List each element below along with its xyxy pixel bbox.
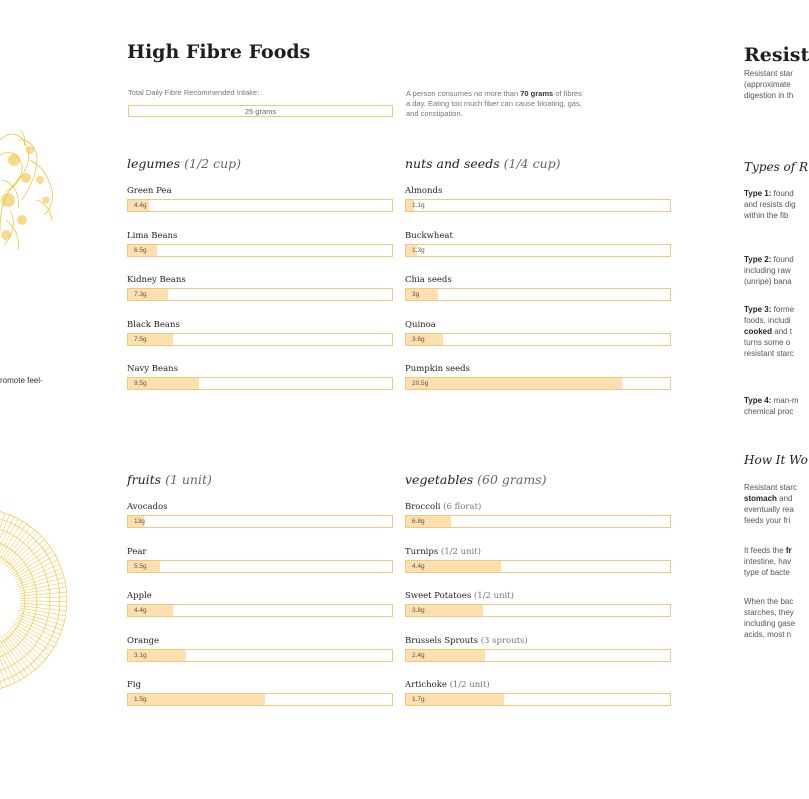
types-heading: Types of R — [744, 160, 809, 174]
item-name: Navy Beans — [127, 364, 178, 374]
item-label — [127, 547, 393, 559]
right-title: Resist — [744, 44, 809, 66]
item-unit: (1/2 unit) — [440, 546, 482, 557]
how-heading: How It Wo — [744, 453, 808, 467]
fibre-bar — [405, 377, 671, 390]
text-line: including raw — [744, 266, 791, 275]
text-line — [744, 545, 792, 556]
fibre-bar-fill — [128, 694, 265, 705]
text-bold: fr — [785, 546, 792, 555]
fibre-bar — [127, 604, 393, 617]
item-label — [405, 680, 671, 692]
item-name: Almonds — [405, 186, 443, 196]
type-4-label: Type 4: — [744, 396, 772, 405]
fibre-item — [405, 547, 671, 573]
fibre-bar — [405, 515, 671, 528]
how-text-1 — [744, 482, 797, 526]
fibre-bar — [405, 244, 671, 257]
sunburst-ray — [15, 560, 57, 581]
type-3-label: Type 3: — [744, 305, 772, 314]
fibre-bar — [127, 377, 393, 390]
fibre-bar — [405, 560, 671, 573]
item-name: Apple — [127, 591, 152, 601]
fibre-value: 5.5g — [134, 562, 147, 570]
section-title-nuts — [405, 156, 561, 171]
text-span: It feeds the — [744, 546, 786, 555]
text-span: and — [776, 494, 793, 503]
item-label — [405, 502, 671, 514]
section-unit: (1/2 cup) — [184, 156, 242, 171]
fibre-item — [127, 275, 393, 301]
left-text-fragment: romote feel- — [0, 376, 43, 385]
text-span: forme — [771, 305, 795, 314]
sunburst-ray — [19, 582, 65, 591]
type-2-text — [744, 254, 794, 287]
section-name: legumes — [127, 156, 181, 171]
sunburst-ray — [17, 569, 61, 585]
fibre-note — [406, 89, 586, 119]
item-label — [405, 636, 671, 648]
fibre-value: 3.8g — [412, 607, 425, 614]
sunburst-ray — [14, 623, 54, 647]
text-line: intestine, hav — [744, 557, 792, 566]
item-label — [127, 636, 393, 648]
item-label — [127, 364, 393, 376]
item-label — [127, 320, 393, 332]
type-3-text — [744, 304, 794, 359]
intake-value-box: 25 grams — [128, 105, 393, 117]
text-line: Resistant star — [744, 69, 793, 78]
fibre-item — [127, 591, 393, 617]
item-label — [127, 502, 393, 514]
item-unit: (3 sprouts) — [480, 635, 528, 646]
text-line: including gase — [744, 619, 796, 628]
fibre-bar — [405, 288, 671, 301]
fibre-value: 1.5g — [134, 696, 147, 703]
type-2-label: Type 2: — [744, 255, 772, 264]
fibre-item — [405, 680, 671, 706]
type-1-label: Type 1: — [744, 189, 772, 198]
note-part-1: A person consumes no more than — [406, 89, 521, 98]
text-line — [744, 254, 794, 265]
fibre-value: 6.8g — [412, 518, 425, 525]
item-name: Quinoa — [405, 319, 436, 330]
fibre-value: 7.3g — [134, 291, 147, 298]
fibre-item — [405, 591, 671, 617]
item-label — [127, 275, 393, 287]
item-name: Lima Beans — [127, 230, 178, 241]
item-name: Fig — [127, 680, 142, 690]
fibre-value: 3.6g — [412, 335, 425, 343]
text-line: resistant starc — [744, 349, 794, 358]
note-part-3: of fibres a day. Eating too much fiber can cause bloating, gas, and constipation. — [406, 89, 582, 118]
fibre-item — [405, 502, 671, 528]
fibre-value: 20.5g — [412, 380, 429, 387]
fibre-bar-fill — [406, 289, 438, 300]
item-name: Kidney Beans — [127, 275, 186, 285]
text-line: chemical proc — [744, 407, 794, 416]
fibre-item — [405, 320, 671, 346]
fibre-bar — [405, 693, 671, 706]
text-line — [744, 395, 799, 406]
fibre-value: 7.5g — [134, 335, 147, 343]
item-name: Artichoke — [405, 680, 447, 690]
item-label — [405, 320, 671, 332]
text-line — [744, 326, 794, 337]
text-span: found — [771, 189, 794, 198]
text-line: acids, most n — [744, 630, 792, 639]
fibre-item — [405, 636, 671, 662]
page-title: High Fibre Foods — [127, 41, 311, 63]
text-line — [744, 493, 797, 504]
text-line: turns some o — [744, 338, 791, 347]
sunburst-ray — [0, 513, 5, 557]
intake-label: Total Daily Fibre Recommended Intake: — [128, 88, 260, 97]
plant-illustration — [0, 120, 60, 260]
fibre-value: 1.3g — [412, 246, 425, 254]
section-unit: (1/4 cup) — [503, 156, 561, 171]
item-label — [405, 275, 671, 287]
fibre-bar — [127, 244, 393, 257]
fibre-item — [127, 547, 393, 573]
fibre-item — [127, 636, 393, 662]
type-1-text — [744, 188, 796, 221]
item-label — [127, 591, 393, 603]
fibre-item — [405, 364, 671, 390]
fibre-item — [127, 320, 393, 346]
fibre-bar — [127, 288, 393, 301]
fibre-bar — [405, 604, 671, 617]
sunburst-ray — [13, 551, 53, 576]
section-unit: (1 unit) — [165, 472, 212, 487]
item-name: Broccoli — [405, 502, 441, 512]
text-line: digestion in th — [744, 91, 794, 100]
text-line: eventually rea — [744, 505, 794, 514]
fibre-bar — [127, 693, 393, 706]
fibre-item — [405, 275, 671, 301]
fibre-item — [127, 186, 393, 212]
text-span: and t — [772, 327, 793, 336]
item-name: Green Pea — [127, 186, 172, 196]
text-line — [744, 304, 794, 315]
how-text-2 — [744, 545, 792, 578]
item-label — [405, 186, 671, 198]
text-span: man-m — [771, 396, 799, 405]
item-name: Avocados — [127, 502, 168, 512]
text-line: Resistant starc — [744, 483, 797, 492]
text-line: When the bac — [744, 597, 794, 606]
fibre-bar — [127, 515, 393, 528]
section-title-legumes — [127, 156, 241, 171]
fibre-bar — [127, 333, 393, 346]
fibre-item — [127, 680, 393, 706]
fibre-item — [127, 231, 393, 257]
text-line: (approximate — [744, 80, 791, 89]
fibre-item — [405, 186, 671, 212]
section-title-vegetables — [405, 472, 546, 487]
right-intro — [744, 68, 793, 101]
text-span: found — [771, 255, 794, 264]
item-name: Brussels Sprouts — [405, 635, 479, 646]
text-bold: stomach — [744, 494, 777, 503]
item-name: Buckwheat — [405, 230, 453, 241]
fibre-item — [127, 364, 393, 390]
item-name: Pear — [127, 546, 147, 557]
fibre-bar — [127, 560, 393, 573]
text-line: starches, they — [744, 608, 794, 617]
fibre-value: 3g — [412, 291, 420, 298]
item-unit: (1/2 unit) — [449, 680, 490, 690]
item-unit: (1/2 unit) — [473, 591, 514, 601]
text-line — [744, 188, 796, 199]
fibre-value: 3.1g — [134, 651, 147, 659]
text-bold: cooked — [744, 327, 773, 336]
text-line: (unripe) bana — [744, 277, 792, 286]
text-line: and resists dig — [744, 200, 796, 209]
item-name: Orange — [127, 635, 160, 646]
fibre-value: 1.7g — [412, 696, 425, 703]
sunburst-illustration — [0, 505, 70, 695]
fibre-bar — [127, 199, 393, 212]
item-name: Pumpkin seeds — [405, 364, 470, 374]
item-name: Sweet Potatoes — [405, 591, 472, 601]
item-unit: (6 florat) — [443, 502, 482, 512]
sunburst-ray — [18, 615, 62, 630]
text-line: within the fib — [744, 211, 789, 220]
fibre-value: 9.5g — [134, 380, 147, 387]
fibre-value: 4.4g — [134, 607, 147, 614]
fibre-item — [405, 231, 671, 257]
fibre-value: 13g — [134, 518, 145, 525]
section-title-fruits — [127, 472, 212, 487]
fibre-item — [127, 502, 393, 528]
section-name: vegetables — [405, 472, 474, 487]
item-name: Turnips — [405, 546, 439, 557]
type-4-text — [744, 395, 799, 417]
item-label — [127, 680, 393, 692]
text-line: feeds your fri — [744, 516, 791, 525]
fibre-bar — [405, 199, 671, 212]
item-label — [405, 547, 671, 559]
fibre-bar — [405, 333, 671, 346]
fibre-value: 4.4g — [134, 202, 147, 209]
note-highlight: 70 grams — [520, 89, 554, 98]
item-name: Chia seeds — [405, 275, 452, 285]
fibre-value: 1.1g — [412, 202, 425, 209]
item-label — [127, 231, 393, 243]
fibre-value: 6.5g — [134, 246, 147, 254]
item-label — [405, 591, 671, 603]
fibre-bar-fill — [406, 378, 622, 389]
fibre-value: 4.4g — [412, 562, 425, 570]
item-label — [127, 186, 393, 198]
section-name: fruits — [127, 472, 162, 487]
how-text-3 — [744, 596, 795, 640]
fibre-value: 2.4g — [412, 651, 425, 659]
item-name: Black Beans — [127, 319, 180, 330]
text-line: foods, includi — [744, 316, 791, 325]
item-label — [405, 231, 671, 243]
fibre-bar — [127, 649, 393, 662]
text-line: type of bacte — [744, 568, 790, 577]
fibre-bar — [405, 649, 671, 662]
section-name: nuts and seeds — [405, 156, 500, 171]
item-label — [405, 364, 671, 376]
section-unit: (60 grams) — [477, 472, 547, 487]
